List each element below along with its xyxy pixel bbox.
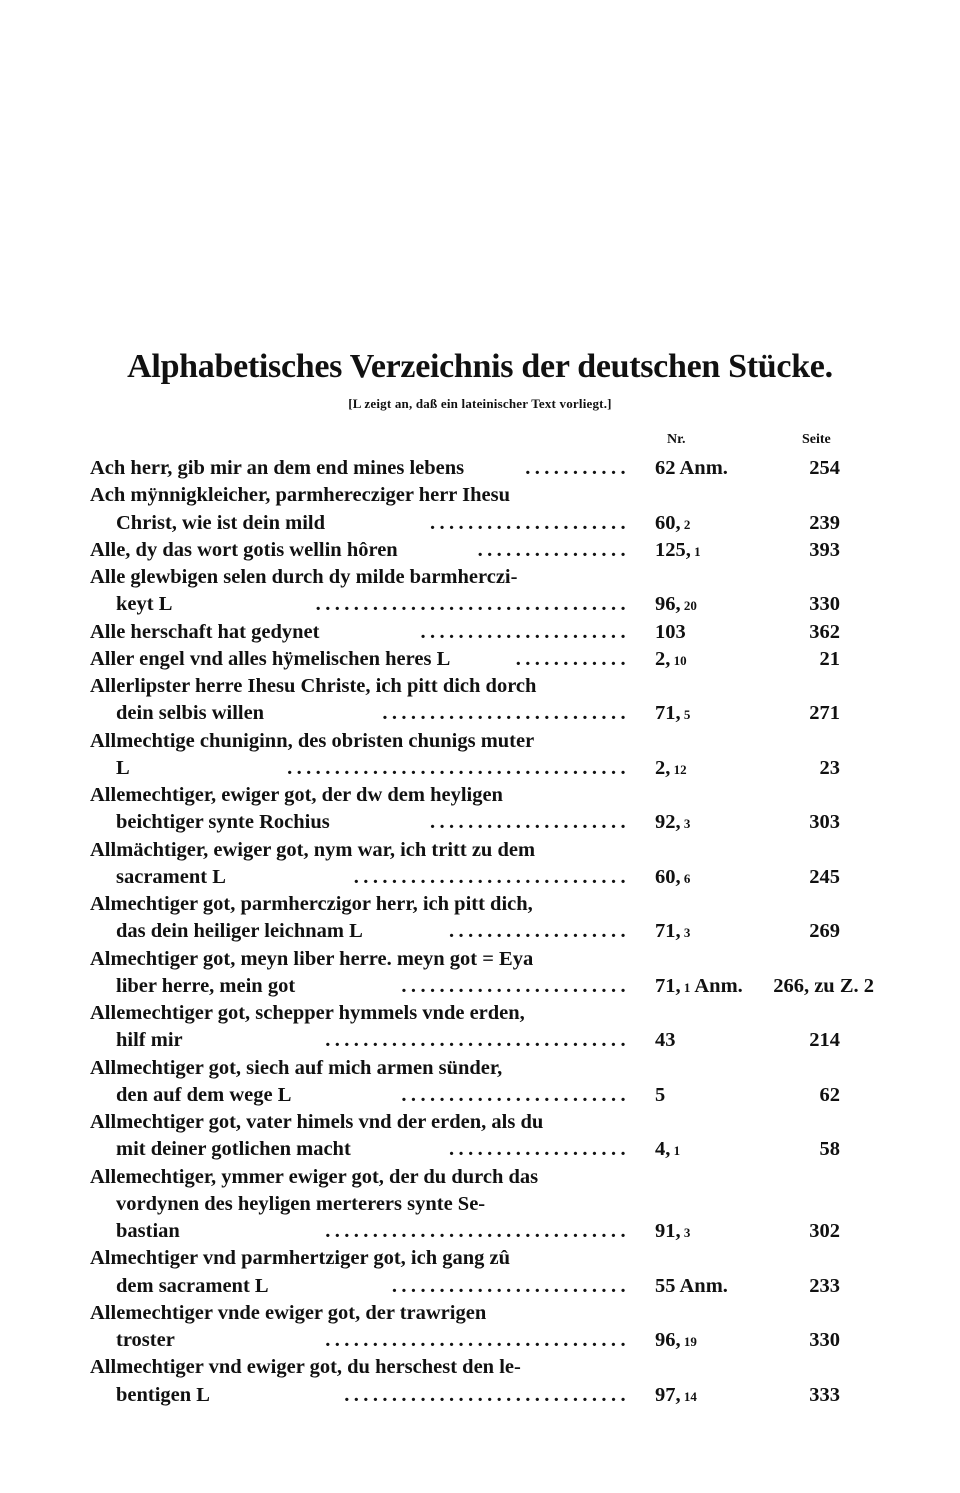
entry-number-main: 71, (655, 974, 681, 997)
entry-line (0, 482, 960, 509)
index-entry (0, 1164, 960, 1246)
entry-number-line: 1 (690, 543, 701, 559)
entry-line (0, 1300, 960, 1327)
entry-line (0, 564, 960, 591)
entry-line (0, 646, 960, 673)
entry-continuation: hilf mir (116, 1029, 183, 1052)
entry-line (0, 1055, 960, 1082)
entry-number-main: 60, (655, 511, 681, 534)
entry-number (655, 1218, 690, 1246)
entry-page: 239 (809, 511, 840, 534)
index-entry (0, 455, 960, 482)
entry-continuation: den auf dem wege L (116, 1083, 292, 1106)
index-entry (0, 673, 960, 728)
entry-number-line: 20 (680, 598, 697, 614)
leader-dots: ................ (477, 538, 630, 561)
entry-line (0, 728, 960, 755)
entry-number-main: 71, (655, 920, 681, 943)
entry-page: 58 (819, 1138, 840, 1161)
entry-page: 233 (809, 1274, 840, 1297)
entry-page: 245 (809, 865, 840, 888)
index-entry (0, 1245, 960, 1300)
index-entry (0, 482, 960, 537)
entry-incipit: Allmechtiger vnd ewiger got, du herschest den le- (90, 1356, 521, 1379)
entry-number-main: 43 (655, 1029, 676, 1052)
entry-number-line: 3 (680, 925, 691, 941)
leader-dots: ........................ (401, 1083, 630, 1106)
entry-page: 393 (809, 538, 840, 561)
entry-number (655, 918, 690, 946)
entry-number (655, 1273, 728, 1300)
entry-line (0, 1245, 960, 1272)
entry-line (0, 510, 960, 537)
entry-incipit: Allerlipster herre Ihesu Christe, ich pitt dich dorch (90, 675, 537, 697)
entry-incipit: Alle glewbigen selen durch dy milde barmherczi- (90, 566, 518, 588)
entry-number-main: 96, (655, 1329, 681, 1351)
entry-incipit: Alle, dy das wort gotis wellin hôren (90, 538, 398, 561)
entry-page: 302 (809, 1220, 840, 1242)
entry-number-main: 60, (655, 865, 681, 888)
entry-number-line: 1 (680, 979, 691, 995)
entry-number (655, 619, 686, 646)
leader-dots: ................................ (325, 1220, 630, 1242)
entry-number (655, 864, 690, 892)
entry-continuation: L (116, 756, 130, 779)
entry-incipit: Allemechtiger, ymmer ewiger got, der du durch das (90, 1165, 539, 1188)
entry-number-line: 3 (680, 1225, 691, 1240)
entry-line (0, 1000, 960, 1027)
entry-line (0, 591, 960, 618)
entry-page: 303 (809, 811, 840, 834)
entry-number (655, 1027, 676, 1054)
leader-dots: ............ (515, 647, 630, 670)
entry-incipit: Alle herschaft hat gedynet (90, 620, 320, 643)
entry-page: 214 (809, 1029, 840, 1052)
entry-page: 330 (809, 1329, 840, 1351)
entry-number (655, 510, 690, 538)
index-entry (0, 1354, 960, 1409)
entry-line (0, 537, 960, 564)
entry-line (0, 864, 960, 891)
entry-number-line: 14 (680, 1388, 697, 1404)
entry-incipit: Allemechtiger, ewiger got, der dw dem heyligen (90, 784, 503, 806)
entry-line (0, 809, 960, 836)
entry-continuation: dem sacrament L (116, 1274, 269, 1297)
index-entry (0, 564, 960, 619)
entry-page: 266, zu Z. 2 (773, 974, 874, 997)
entry-number-main: 125, (655, 538, 691, 561)
index-entry (0, 1000, 960, 1055)
leader-dots: ................................. (315, 593, 630, 616)
entry-line (0, 918, 960, 945)
entry-number (655, 1082, 665, 1109)
entry-line (0, 455, 960, 482)
entry-line (0, 973, 960, 1000)
entry-line (0, 673, 960, 700)
entry-line (0, 891, 960, 918)
leader-dots: .................................... (287, 756, 630, 779)
entry-number-line: 2 (680, 516, 691, 532)
entry-line (0, 837, 960, 864)
entry-number-suffix: Anm. (690, 974, 743, 997)
entry-number-line: 10 (670, 652, 687, 668)
entry-number-main: 91, (655, 1220, 681, 1242)
entry-continuation: Christ, wie ist dein mild (116, 511, 325, 534)
entry-number (655, 1136, 680, 1164)
entry-line (0, 1191, 960, 1218)
entry-number-line: 6 (680, 870, 691, 886)
entry-line (0, 946, 960, 973)
entry-page: 330 (809, 593, 840, 616)
entry-line (0, 1027, 960, 1054)
legend-note: [L zeigt an, daß ein lateinischer Text vorliegt.] (348, 396, 612, 411)
entry-number (655, 1382, 697, 1410)
entry-incipit: Almechtiger vnd parmhertziger got, ich gang zû (90, 1247, 510, 1270)
entry-line (0, 755, 960, 782)
entry-number-main: 5 (655, 1083, 666, 1106)
entry-page: 21 (819, 647, 840, 670)
leader-dots: ......................... (391, 1274, 630, 1297)
entry-number (655, 809, 690, 837)
entry-continuation: keyt L (116, 593, 173, 616)
entry-continuation: dein selbis willen (116, 702, 265, 725)
entry-incipit: Aller engel vnd alles hÿmelischen heres L (90, 647, 451, 670)
entry-number-main: 96, (655, 593, 681, 616)
entry-page: 269 (809, 920, 840, 943)
column-header-nr: Nr. (667, 432, 686, 447)
index-entry (0, 619, 960, 646)
entry-incipit: Ach mÿnnigkleicher, parmherecziger herr Ihesu (90, 484, 511, 507)
column-header-seite: Seite (802, 432, 831, 447)
entry-number-main: 62 Anm. (655, 457, 728, 479)
entry-number (655, 537, 701, 565)
entry-number-main: 97, (655, 1383, 681, 1406)
index-entry (0, 728, 960, 783)
entry-continuation: sacrament L (116, 865, 226, 888)
index-entry (0, 782, 960, 837)
entry-incipit: Ach herr, gib mir an dem end mines lebens (90, 457, 465, 479)
entry-page: 362 (809, 620, 840, 643)
leader-dots: ................... (449, 1138, 630, 1161)
index-entry (0, 646, 960, 673)
entry-number-main: 71, (655, 702, 681, 725)
entry-line (0, 1136, 960, 1163)
entry-number-main: 2, (655, 647, 671, 670)
entry-line (0, 782, 960, 809)
leader-dots: .......................... (382, 702, 630, 725)
entry-number-line: 5 (680, 707, 691, 723)
entry-continuation: beichtiger synte Rochius (116, 811, 330, 834)
leader-dots: ................................ (325, 1029, 630, 1052)
entry-line (0, 1109, 960, 1136)
index-entry (0, 837, 960, 892)
entry-continuation: mit deiner gotlichen macht (116, 1138, 351, 1161)
entry-number-line: 3 (680, 816, 691, 832)
entry-incipit: Allmechtiger got, vater himels vnd der erden, als du (90, 1111, 544, 1133)
entry-number (655, 455, 728, 482)
entry-continuation: das dein heiliger leichnam L (116, 920, 363, 943)
leader-dots: ........................ (401, 974, 630, 997)
entry-number (655, 1327, 697, 1355)
entry-incipit: Allmächtiger, ewiger got, nym war, ich tritt zu dem (90, 838, 536, 861)
entry-incipit: Almechtiger got, meyn liber herre. meyn got = Eya (90, 947, 534, 970)
entry-number (655, 646, 687, 674)
index-entry (0, 946, 960, 1001)
entry-incipit: Allemechtiger got, schepper hymmels vnde erden, (90, 1002, 525, 1024)
entry-continuation: liber herre, mein got (116, 974, 296, 997)
entry-continuation: bastian (116, 1220, 180, 1242)
entry-continuation: troster (116, 1329, 175, 1351)
entry-line (0, 1354, 960, 1381)
entry-number (655, 591, 697, 619)
entry-incipit: Allmechtige chuniginn, des obristen chunigs muter (90, 729, 535, 752)
entry-line (0, 1273, 960, 1300)
entry-continuation: bentigen L (116, 1383, 210, 1406)
entry-line (0, 700, 960, 727)
entry-line (0, 1218, 960, 1245)
entry-number-main: 4, (655, 1138, 671, 1161)
index-entry (0, 1300, 960, 1355)
entry-number (655, 700, 690, 728)
entry-incipit: Allemechtiger vnde ewiger got, der trawrigen (90, 1301, 487, 1324)
page-title: Alphabetisches Verzeichnis der deutschen Stücke. (127, 348, 833, 385)
entry-incipit: Allmechtiger got, siech auf mich armen sünder, (90, 1056, 503, 1079)
entry-line (0, 1164, 960, 1191)
entry-incipit: Almechtiger got, parmherczigor herr, ich pitt dich, (90, 893, 533, 915)
index-entry (0, 1055, 960, 1110)
entry-line (0, 1382, 960, 1409)
leader-dots: .............................. (344, 1383, 630, 1406)
entry-page: 271 (809, 702, 840, 725)
entry-number (655, 755, 687, 783)
leader-dots: ................... (449, 920, 630, 943)
entry-line (0, 1082, 960, 1109)
entry-number-line: 1 (670, 1143, 681, 1159)
entry-number-line: 12 (670, 761, 687, 777)
leader-dots: ...................... (420, 620, 630, 643)
index-entry (0, 891, 960, 946)
entry-continuation: vordynen des heyligen merterers synte Se- (116, 1192, 486, 1215)
entry-number-main: 55 Anm. (655, 1274, 728, 1297)
leader-dots: ..................... (429, 511, 630, 534)
index-list (0, 455, 960, 1409)
entry-page: 23 (819, 756, 840, 779)
leader-dots: ................................ (325, 1329, 630, 1351)
entry-page: 62 (819, 1083, 840, 1106)
index-entry (0, 1109, 960, 1164)
entry-line (0, 619, 960, 646)
entry-number-main: 2, (655, 756, 671, 779)
entry-number (655, 973, 743, 1001)
leader-dots: ..................... (429, 811, 630, 834)
entry-number-line: 19 (680, 1334, 697, 1349)
index-entry (0, 537, 960, 564)
entry-number-main: 103 (655, 620, 686, 643)
entry-number-main: 92, (655, 811, 681, 834)
entry-line (0, 1327, 960, 1354)
leader-dots: ........... (525, 457, 630, 479)
entry-page: 254 (809, 457, 840, 479)
leader-dots: ............................. (353, 865, 630, 888)
entry-page: 333 (809, 1383, 840, 1406)
